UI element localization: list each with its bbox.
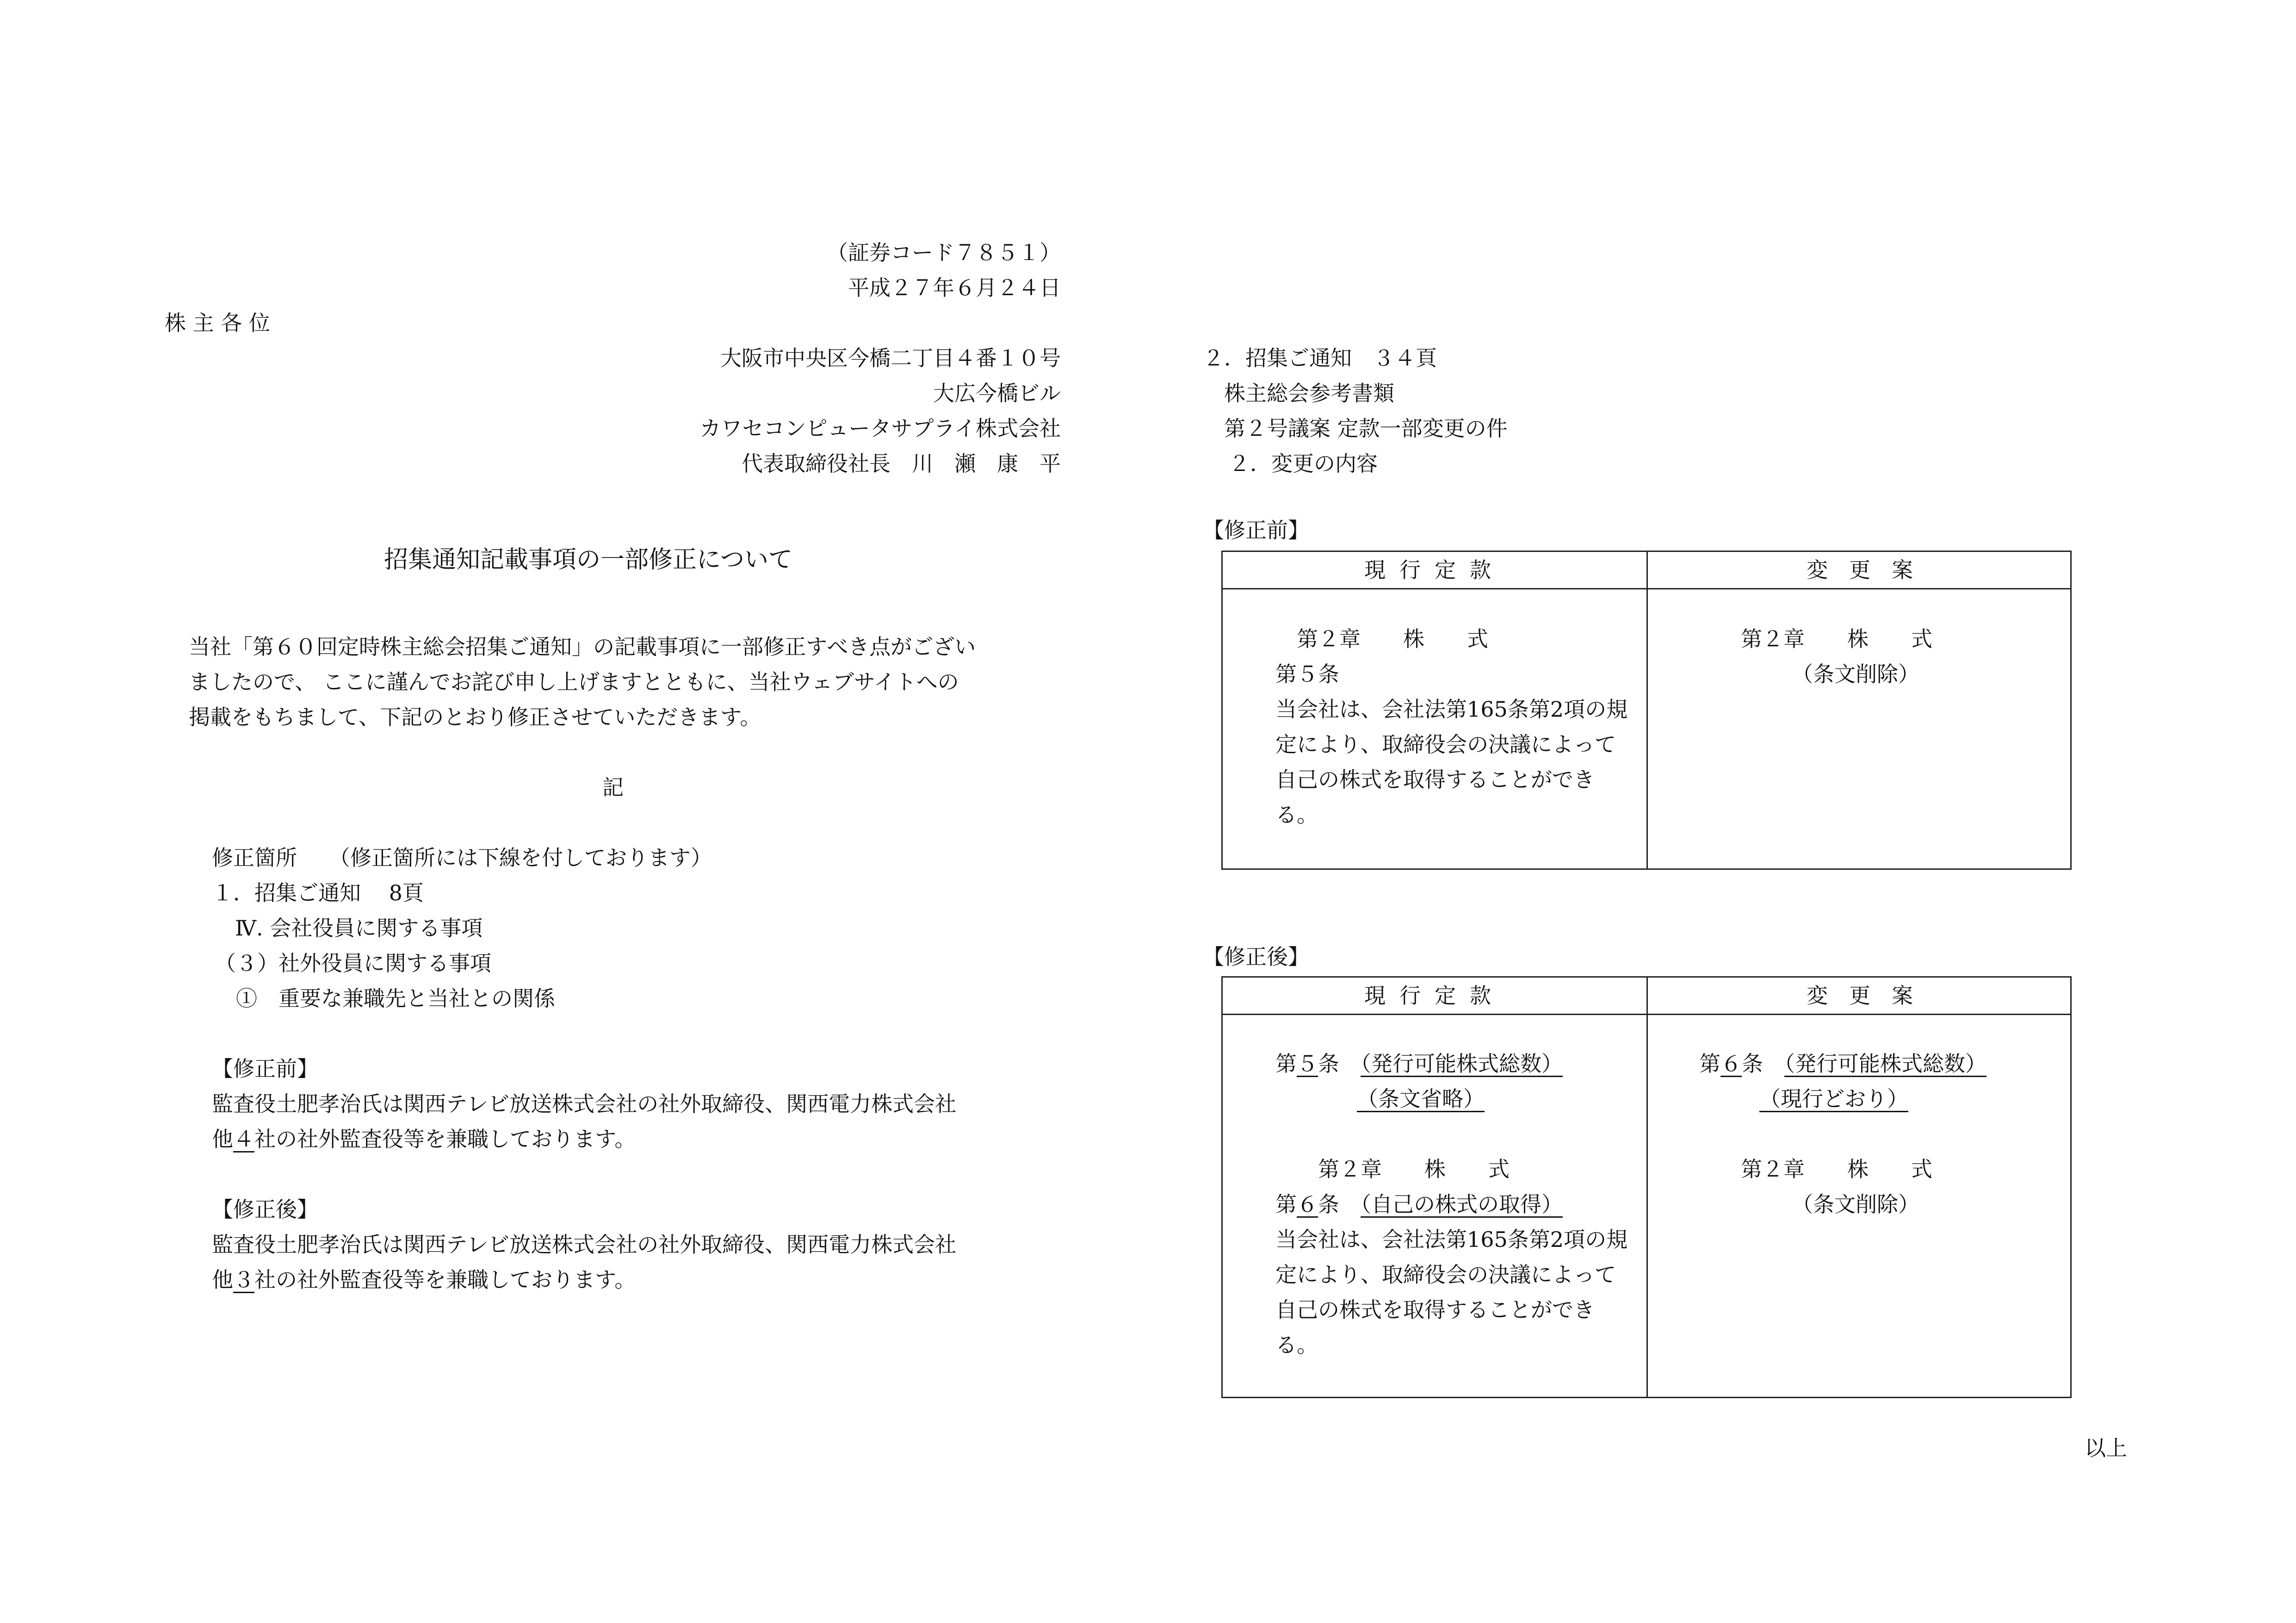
after-current-art6-suffix: 条 <box>1318 1192 1339 1217</box>
intro-line-1: 当社「第６０回定時株主総会招集ご通知」の記載事項に一部修正すべき点がござい <box>189 634 976 659</box>
representative-name: 代表取締役社長 川 瀬 康 平 <box>742 451 1061 476</box>
after-line-2 <box>212 1262 636 1297</box>
before-line-1: 監査役土肥孝治氏は関西テレビ放送株式会社の社外取締役、関西電力株式会社 <box>212 1091 957 1116</box>
after-proposed-art-number: ６ <box>1720 1051 1742 1076</box>
after-proposed-chapter: 第２章 株 式 <box>1741 1157 1932 1182</box>
before-current-article: 第５条 <box>1275 662 1339 687</box>
table-after-col-current: 現行定款 <box>1364 983 1505 1008</box>
document-date: 平成２７年６月２４日 <box>848 275 1061 300</box>
after-proposed-art-suffix: 条 <box>1742 1051 1763 1076</box>
table-before-col-proposed: 変 更 案 <box>1807 558 1913 582</box>
table-after <box>1221 976 2072 1398</box>
after-line-1: 監査役土肥孝治氏は関西テレビ放送株式会社の社外取締役、関西電力株式会社 <box>212 1232 957 1257</box>
before-count-underlined: ４ <box>233 1127 254 1152</box>
company-address-line1: 大阪市中央区今橋二丁目４番１０号 <box>720 346 1061 371</box>
after-current-art6 <box>1275 1187 1563 1222</box>
after-current-art5 <box>1275 1046 1563 1081</box>
after-current-art5-suffix: 条 <box>1318 1051 1339 1076</box>
after-current-art6-prefix: 第 <box>1275 1192 1297 1217</box>
table-before <box>1221 551 2072 870</box>
before-line-2-suffix: 社の社外監査役等を兼職しております。 <box>254 1127 636 1152</box>
correction-heading: 修正箇所 （修正箇所には下線を付しております） <box>212 845 712 870</box>
table-before-label: 【修正前】 <box>1203 518 1309 543</box>
company-name: カワセコンピュータサプライ株式会社 <box>699 416 1061 441</box>
correction-item-2: ２．招集ご通知 ３４頁 <box>1203 346 1437 371</box>
after-proposed-text: （条文削除） <box>1792 1192 1919 1217</box>
after-proposed-art <box>1699 1046 1987 1081</box>
securities-code: （証券コード７８５１） <box>827 240 1061 265</box>
before-proposed-text: （条文削除） <box>1792 662 1919 687</box>
table-after-col-proposed: 変 更 案 <box>1807 983 1913 1008</box>
correction-item-1-sub3: ① 重要な兼職先と当社との関係 <box>236 986 555 1011</box>
intro-line-3: 掲載をもちまして、下記のとおり修正させていただきます。 <box>189 705 761 730</box>
after-current-art6-number: ６ <box>1297 1192 1318 1217</box>
after-current-text-1: 当会社は、会社法第165条第2項の規 <box>1275 1227 1628 1252</box>
correction-item-1-sub1: Ⅳ. 会社役員に関する事項 <box>235 916 483 941</box>
company-address-line2: 大広今橋ビル <box>933 381 1061 406</box>
after-current-text-2: 定により、取締役会の決議によって <box>1275 1262 1616 1287</box>
before-current-chapter: 第２章 株 式 <box>1297 626 1488 651</box>
after-current-text-3: 自己の株式を取得することができ <box>1275 1297 1595 1322</box>
before-current-text-3: 自己の株式を取得することができ <box>1275 767 1595 792</box>
before-current-text-2: 定により、取締役会の決議によって <box>1275 732 1616 757</box>
after-current-art5-prefix: 第 <box>1275 1051 1297 1076</box>
addressee: 株 主 各 位 <box>165 310 270 335</box>
correction-item-1-sub2: （３）社外役員に関する事項 <box>215 951 491 976</box>
correction-item-2-sub1: 株主総会参考書類 <box>1224 381 1394 406</box>
after-current-art6-title: （自己の株式の取得） <box>1361 1192 1563 1217</box>
page-title: 招集通知記載事項の一部修正について <box>384 546 792 574</box>
before-line-2 <box>212 1121 636 1157</box>
after-current-art5-note: （条文省略） <box>1357 1086 1485 1111</box>
after-current-art5-title: （発行可能株式総数） <box>1361 1051 1563 1076</box>
table-before-divider <box>1646 552 1648 868</box>
table-after-label: 【修正後】 <box>1203 944 1309 969</box>
correction-item-2-sub2: 第２号議案 定款一部変更の件 <box>1224 416 1508 441</box>
after-count-underlined: ３ <box>233 1267 254 1292</box>
before-proposed-chapter: 第２章 株 式 <box>1741 626 1932 651</box>
correction-item-2-sub3: ２．変更の内容 <box>1229 451 1378 476</box>
before-current-text-1: 当会社は、会社法第165条第2項の規 <box>1275 697 1628 722</box>
ki-marker: 記 <box>602 775 624 800</box>
table-before-col-current: 現行定款 <box>1364 558 1505 582</box>
after-label: 【修正後】 <box>212 1197 318 1222</box>
intro-line-2: ましたので、 ここに謹んでお詫び申し上げますとともに、当社ウェブサイトへの <box>189 669 959 694</box>
after-current-art5-number: ５ <box>1297 1051 1318 1076</box>
table-after-divider <box>1646 978 1648 1397</box>
after-line-2-suffix: 社の社外監査役等を兼職しております。 <box>254 1267 636 1292</box>
after-proposed-art-note: （現行どおり） <box>1759 1086 1908 1111</box>
closing-mark: 以上 <box>2085 1436 2127 1461</box>
correction-item-1: １．招集ご通知 8頁 <box>212 880 424 905</box>
before-line-2-prefix: 他 <box>212 1127 233 1152</box>
after-proposed-art-prefix: 第 <box>1699 1051 1720 1076</box>
before-current-text-4: る。 <box>1275 802 1318 827</box>
after-current-chapter: 第２章 株 式 <box>1318 1157 1510 1182</box>
after-current-text-4: る。 <box>1275 1332 1318 1357</box>
before-label: 【修正前】 <box>212 1056 318 1081</box>
after-proposed-art-title: （発行可能株式総数） <box>1784 1051 1987 1076</box>
after-line-2-prefix: 他 <box>212 1267 233 1292</box>
